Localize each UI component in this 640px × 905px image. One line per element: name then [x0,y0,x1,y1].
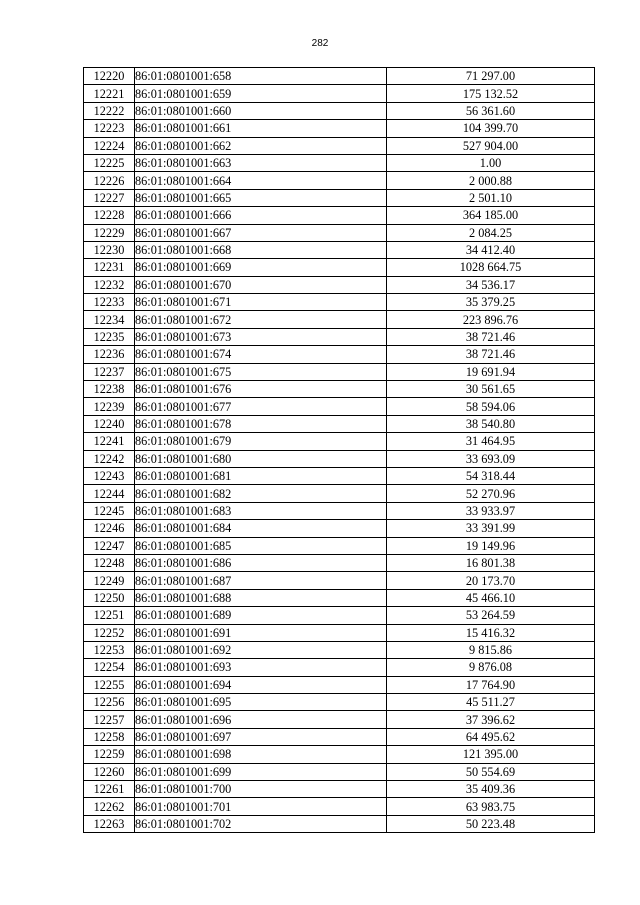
row-number-cell: 12224 [84,137,135,154]
value-cell: 38 721.46 [387,328,595,345]
value-cell: 16 801.38 [387,554,595,571]
row-number-cell: 12242 [84,450,135,467]
table-row [84,781,595,798]
row-number-cell: 12235 [84,328,135,345]
cadastral-number-cell: 86:01:0801001:684 [135,520,387,537]
row-number-cell: 12257 [84,711,135,728]
cadastral-number-cell: 86:01:0801001:687 [135,572,387,589]
cadastral-number-cell: 86:01:0801001:659 [135,85,387,102]
table-row [84,172,595,189]
cadastral-number-cell: 86:01:0801001:663 [135,154,387,171]
value-cell: 527 904.00 [387,137,595,154]
value-cell: 9 876.08 [387,659,595,676]
row-number-cell: 12233 [84,294,135,311]
value-cell: 52 270.96 [387,485,595,502]
value-cell: 2 000.88 [387,172,595,189]
row-number-cell: 12237 [84,363,135,380]
table-row [84,224,595,241]
value-cell: 54 318.44 [387,467,595,484]
table-body [84,68,595,833]
table-row [84,102,595,119]
value-cell: 1.00 [387,154,595,171]
cadastral-number-cell: 86:01:0801001:681 [135,467,387,484]
table-row [84,154,595,171]
table-row [84,294,595,311]
value-cell: 31 464.95 [387,433,595,450]
row-number-cell: 12256 [84,694,135,711]
cadastral-number-cell: 86:01:0801001:679 [135,433,387,450]
row-number-cell: 12230 [84,241,135,258]
table-row [84,502,595,519]
cadastral-number-cell: 86:01:0801001:658 [135,68,387,85]
cadastral-number-cell: 86:01:0801001:702 [135,815,387,832]
table-row [84,798,595,815]
row-number-cell: 12226 [84,172,135,189]
row-number-cell: 12247 [84,537,135,554]
value-cell: 30 561.65 [387,381,595,398]
row-number-cell: 12253 [84,641,135,658]
value-cell: 71 297.00 [387,68,595,85]
cadastral-number-cell: 86:01:0801001:674 [135,346,387,363]
value-cell: 56 361.60 [387,102,595,119]
row-number-cell: 12234 [84,311,135,328]
table-row [84,641,595,658]
row-number-cell: 12239 [84,398,135,415]
row-number-cell: 12231 [84,259,135,276]
cadastral-number-cell: 86:01:0801001:677 [135,398,387,415]
table-row [84,572,595,589]
table-row [84,450,595,467]
value-cell: 37 396.62 [387,711,595,728]
value-cell: 104 399.70 [387,120,595,137]
value-cell: 53 264.59 [387,607,595,624]
value-cell: 35 409.36 [387,781,595,798]
cadastral-number-cell: 86:01:0801001:665 [135,189,387,206]
table-row [84,398,595,415]
cadastral-number-cell: 86:01:0801001:670 [135,276,387,293]
cadastral-number-cell: 86:01:0801001:672 [135,311,387,328]
cadastral-number-cell: 86:01:0801001:685 [135,537,387,554]
value-cell: 223 896.76 [387,311,595,328]
cadastral-number-cell: 86:01:0801001:680 [135,450,387,467]
value-cell: 364 185.00 [387,207,595,224]
row-number-cell: 12251 [84,607,135,624]
cadastral-number-cell: 86:01:0801001:700 [135,781,387,798]
row-number-cell: 12259 [84,746,135,763]
table-row [84,311,595,328]
row-number-cell: 12262 [84,798,135,815]
cadastral-number-cell: 86:01:0801001:671 [135,294,387,311]
row-number-cell: 12236 [84,346,135,363]
cadastral-number-cell: 86:01:0801001:664 [135,172,387,189]
table-row [84,728,595,745]
cadastral-number-cell: 86:01:0801001:692 [135,641,387,658]
cadastral-number-cell: 86:01:0801001:660 [135,102,387,119]
cadastral-number-cell: 86:01:0801001:694 [135,676,387,693]
cadastral-number-cell: 86:01:0801001:695 [135,694,387,711]
value-cell: 50 554.69 [387,763,595,780]
row-number-cell: 12229 [84,224,135,241]
value-cell: 33 933.97 [387,502,595,519]
value-cell: 64 495.62 [387,728,595,745]
value-cell: 45 511.27 [387,694,595,711]
table-row [84,189,595,206]
value-cell: 1028 664.75 [387,259,595,276]
cadastral-number-cell: 86:01:0801001:669 [135,259,387,276]
table-row [84,607,595,624]
row-number-cell: 12261 [84,781,135,798]
table-row [84,346,595,363]
table-row [84,711,595,728]
row-number-cell: 12238 [84,381,135,398]
table-row [84,485,595,502]
cadastral-number-cell: 86:01:0801001:678 [135,415,387,432]
value-cell: 63 983.75 [387,798,595,815]
row-number-cell: 12228 [84,207,135,224]
row-number-cell: 12258 [84,728,135,745]
cadastral-number-cell: 86:01:0801001:701 [135,798,387,815]
cadastral-number-cell: 86:01:0801001:686 [135,554,387,571]
value-cell: 19 691.94 [387,363,595,380]
row-number-cell: 12254 [84,659,135,676]
value-cell: 38 721.46 [387,346,595,363]
table-row [84,85,595,102]
table-row [84,537,595,554]
table-row [84,259,595,276]
value-cell: 9 815.86 [387,641,595,658]
row-number-cell: 12243 [84,467,135,484]
row-number-cell: 12260 [84,763,135,780]
table-row [84,746,595,763]
cadastral-number-cell: 86:01:0801001:697 [135,728,387,745]
page-number: 282 [311,38,329,49]
value-cell: 2 501.10 [387,189,595,206]
table-row [84,241,595,258]
row-number-cell: 12263 [84,815,135,832]
cadastral-number-cell: 86:01:0801001:683 [135,502,387,519]
table-row [84,207,595,224]
table-row [84,624,595,641]
row-number-cell: 12222 [84,102,135,119]
value-cell: 17 764.90 [387,676,595,693]
table-row [84,433,595,450]
row-number-cell: 12248 [84,554,135,571]
table-row [84,276,595,293]
value-cell: 20 173.70 [387,572,595,589]
row-number-cell: 12250 [84,589,135,606]
value-cell: 15 416.32 [387,624,595,641]
table-row [84,328,595,345]
row-number-cell: 12252 [84,624,135,641]
cadastral-number-cell: 86:01:0801001:691 [135,624,387,641]
cadastral-number-cell: 86:01:0801001:662 [135,137,387,154]
row-number-cell: 12255 [84,676,135,693]
table-row [84,381,595,398]
value-cell: 121 395.00 [387,746,595,763]
row-number-cell: 12245 [84,502,135,519]
cadastral-number-cell: 86:01:0801001:661 [135,120,387,137]
row-number-cell: 12227 [84,189,135,206]
cadastral-number-cell: 86:01:0801001:693 [135,659,387,676]
value-cell: 33 391.99 [387,520,595,537]
row-number-cell: 12244 [84,485,135,502]
table-row [84,363,595,380]
table-row [84,120,595,137]
value-cell: 175 132.52 [387,85,595,102]
row-number-cell: 12246 [84,520,135,537]
value-cell: 58 594.06 [387,398,595,415]
table-row [84,815,595,832]
row-number-cell: 12225 [84,154,135,171]
row-number-cell: 12232 [84,276,135,293]
cadastral-value-table [83,67,595,833]
value-cell: 34 536.17 [387,276,595,293]
table-row [84,68,595,85]
row-number-cell: 12220 [84,68,135,85]
cadastral-number-cell: 86:01:0801001:689 [135,607,387,624]
cadastral-number-cell: 86:01:0801001:696 [135,711,387,728]
row-number-cell: 12223 [84,120,135,137]
value-cell: 34 412.40 [387,241,595,258]
row-number-cell: 12249 [84,572,135,589]
cadastral-number-cell: 86:01:0801001:667 [135,224,387,241]
table-row [84,520,595,537]
value-cell: 38 540.80 [387,415,595,432]
value-cell: 19 149.96 [387,537,595,554]
cadastral-number-cell: 86:01:0801001:673 [135,328,387,345]
table-row [84,554,595,571]
value-cell: 33 693.09 [387,450,595,467]
value-cell: 35 379.25 [387,294,595,311]
row-number-cell: 12240 [84,415,135,432]
value-cell: 45 466.10 [387,589,595,606]
table-row [84,137,595,154]
value-cell: 50 223.48 [387,815,595,832]
table-row [84,415,595,432]
table-row [84,763,595,780]
table-row [84,676,595,693]
cadastral-number-cell: 86:01:0801001:699 [135,763,387,780]
cadastral-number-cell: 86:01:0801001:668 [135,241,387,258]
table-row [84,589,595,606]
table-row [84,659,595,676]
row-number-cell: 12241 [84,433,135,450]
cadastral-number-cell: 86:01:0801001:675 [135,363,387,380]
cadastral-number-cell: 86:01:0801001:688 [135,589,387,606]
cadastral-number-cell: 86:01:0801001:698 [135,746,387,763]
cadastral-number-cell: 86:01:0801001:676 [135,381,387,398]
row-number-cell: 12221 [84,85,135,102]
cadastral-number-cell: 86:01:0801001:666 [135,207,387,224]
value-cell: 2 084.25 [387,224,595,241]
table-row [84,467,595,484]
table-row [84,694,595,711]
cadastral-number-cell: 86:01:0801001:682 [135,485,387,502]
